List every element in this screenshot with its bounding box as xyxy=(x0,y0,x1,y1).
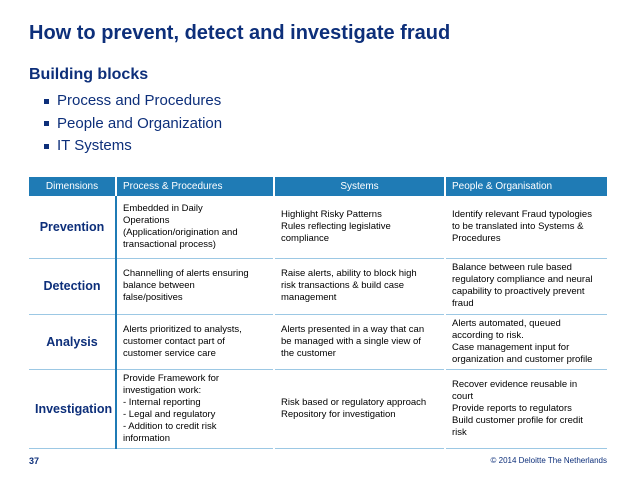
row-label-analysis: Analysis xyxy=(29,314,116,369)
cell-process: Provide Framework for investigation work: - Internal reporting - Legal and regulatory - Addition to credit risk information xyxy=(116,369,274,448)
row-label-investigation: Investigation xyxy=(29,369,116,448)
table-row xyxy=(29,258,607,314)
copyright-notice: © 2014 Deloitte The Netherlands xyxy=(490,456,607,465)
building-blocks-list xyxy=(44,90,222,158)
cell-systems: Risk based or regulatory approach Repository for investigation xyxy=(274,369,445,448)
list-item-label: People and Organization xyxy=(57,114,223,132)
fraud-dimensions-table xyxy=(29,177,607,449)
header-systems: Systems xyxy=(274,177,445,196)
list-item xyxy=(44,90,222,113)
header-dimensions: Dimensions xyxy=(29,177,116,196)
cell-process: Embedded in Daily Operations (Application/origination and transactional process) xyxy=(116,196,274,258)
cell-systems: Raise alerts, ability to block high risk transactions & build case management xyxy=(274,258,445,314)
cell-people: Recover evidence reusable in court Provide reports to regulators Build customer profile for credit risk xyxy=(445,369,607,448)
page-number: 37 xyxy=(29,456,40,466)
cell-people: Balance between rule based regulatory compliance and neural capability to proactively prevent fraud xyxy=(445,258,607,314)
cell-systems: Alerts presented in a way that can be managed with a single view of the customer xyxy=(274,314,445,369)
row-label-prevention: Prevention xyxy=(29,196,116,258)
cell-process: Channelling of alerts ensuring balance between false/positives xyxy=(116,258,274,314)
table-row xyxy=(29,196,607,258)
building-blocks-heading: Building blocks xyxy=(29,66,149,83)
square-bullet-icon xyxy=(44,99,49,104)
cell-people: Identify relevant Fraud typologies to be translated into Systems & Procedures xyxy=(445,196,607,258)
table-header-row xyxy=(29,177,607,196)
slide-title: How to prevent, detect and investigate fraud xyxy=(29,22,451,44)
table-row xyxy=(29,369,607,448)
square-bullet-icon xyxy=(44,144,49,149)
cell-people: Alerts automated, queued according to risk. Case management input for organization and customer profile xyxy=(445,314,607,369)
list-item xyxy=(44,135,222,158)
header-process-procedures: Process & Procedures xyxy=(116,177,274,196)
table-row xyxy=(29,314,607,369)
row-label-detection: Detection xyxy=(29,258,116,314)
header-people-organisation: People & Organisation xyxy=(445,177,607,196)
list-item-label: IT Systems xyxy=(57,137,132,155)
square-bullet-icon xyxy=(44,121,49,126)
cell-systems: Highlight Risky Patterns Rules reflecting legislative compliance xyxy=(274,196,445,258)
list-item xyxy=(44,113,222,136)
list-item-label: Process and Procedures xyxy=(57,92,222,110)
cell-process: Alerts prioritized to analysts, customer contact part of customer service care xyxy=(116,314,274,369)
